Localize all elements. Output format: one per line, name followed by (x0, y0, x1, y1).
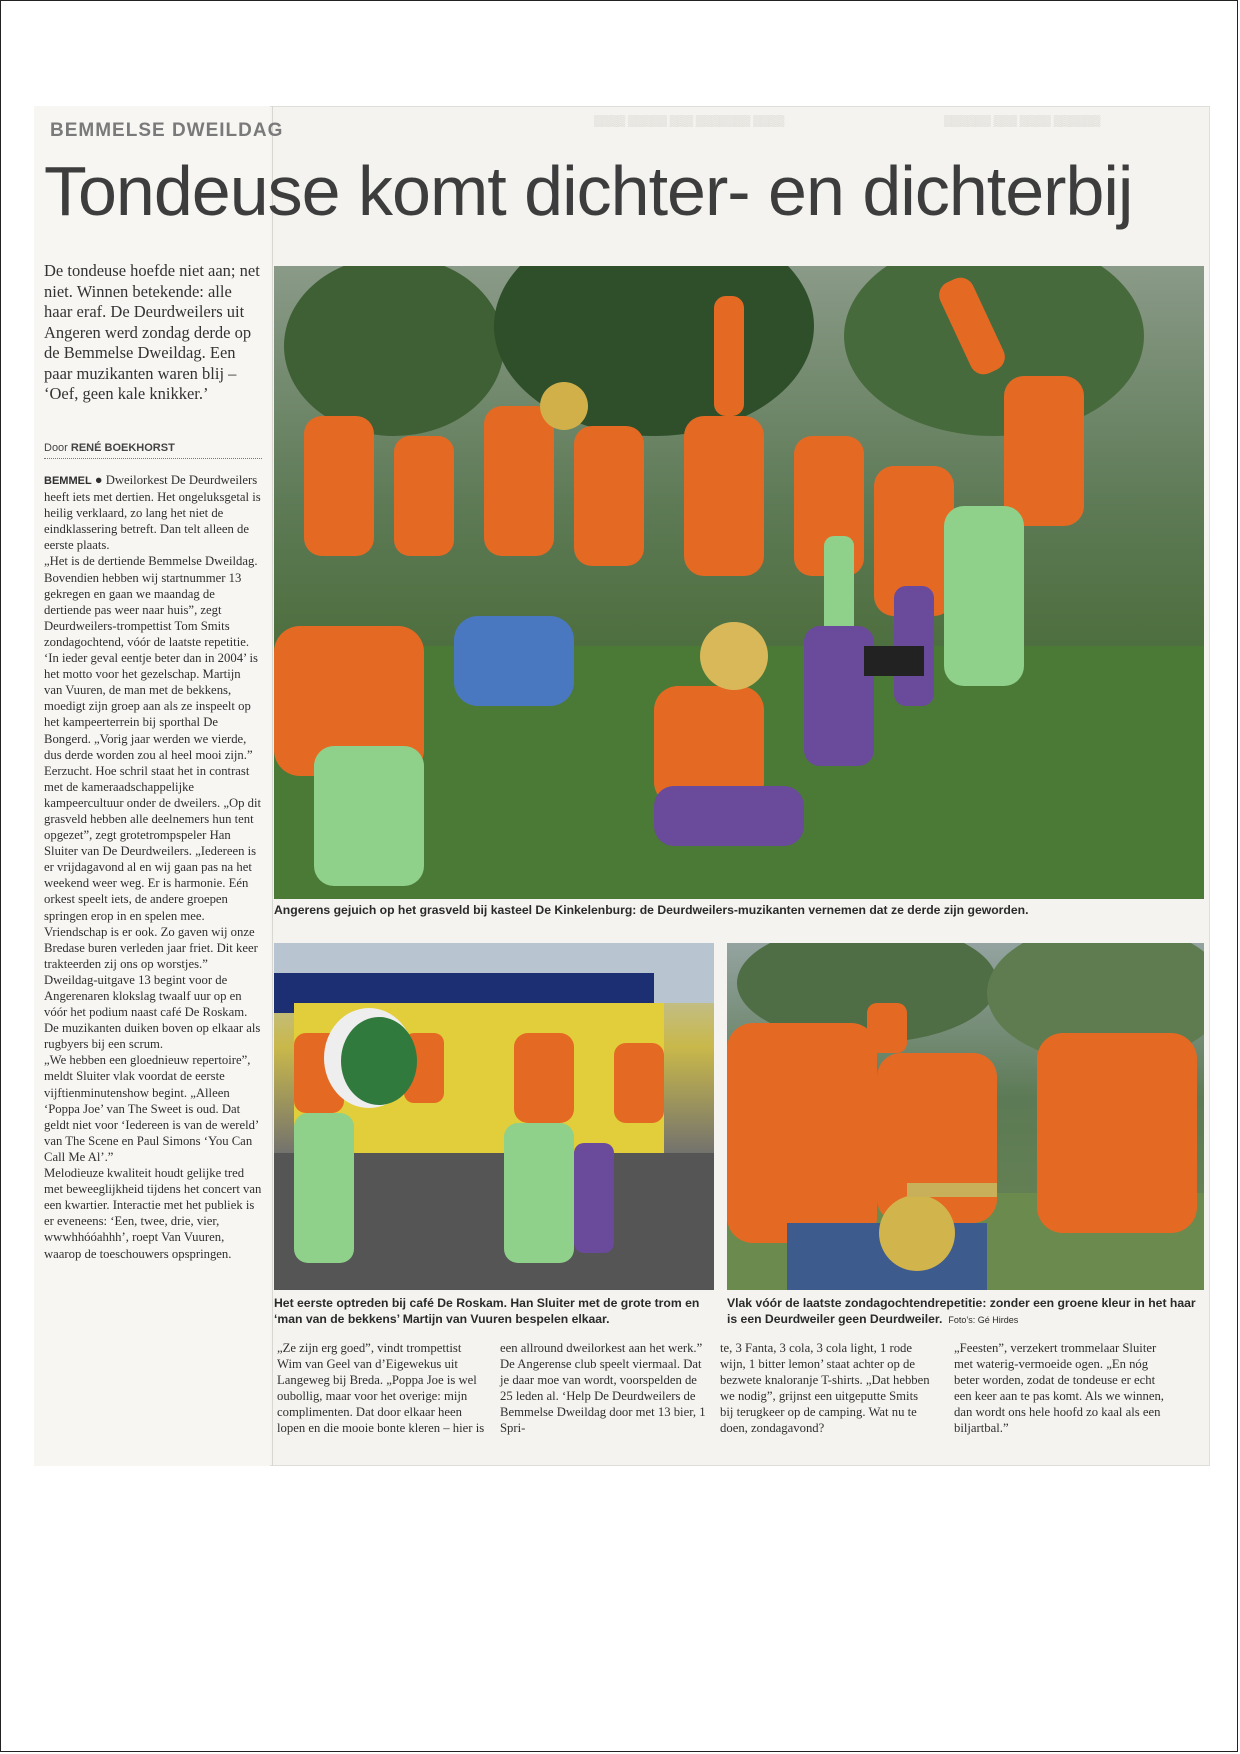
article-column-2: „Ze zijn erg goed”, vindt trompettist Wim van Geel van d’Eigewekus uit Langeweg bij Breda. „Poppa Joe is wel oubollig, maar voor het overige: mijn complimenten. Dat door elkaar heen lopen en die mooie bonte kleren – hier is (277, 1341, 485, 1436)
camping-photo (727, 943, 1204, 1290)
paragraph: Melodieuze kwaliteit houdt gelijke tred met beweeglijkheid tijdens het concert van een kwartier. Interactie met het publiek is er eveneens: ‘Een, twee, drie, vier, wwwhhóóahhh’, roept Van Vuuren, waarop de toeschouwers opspringen. (44, 1166, 262, 1261)
paragraph: BEMMEL ● Dweilorkest De Deurdweilers heeft iets met dertien. Het ongeluksgetal is heilig verklaard, zo lang het niet de eindklassering betreft. Dan telt alleen de eerste plaats. (44, 473, 261, 553)
paragraph: „We hebben een gloednieuw repertoire”, meldt Sluiter vlak voordat de eerste vijftienminutenshow begint. „Alleen ‘Poppa Joe’ van The Sweet is oud. Dat geldt niet voor ‘Iedereen is van de wereld’ van The Scene en Paul Simons ‘You Can Call Me Al’.” (44, 1053, 259, 1164)
dateline: BEMMEL (44, 475, 92, 487)
bleed-through-text: ▒▒▒▒ ▒▒▒▒▒ ▒▒▒ ▒▒▒▒▒▒▒ ▒▒▒▒ (594, 115, 785, 127)
paragraph: ‘In ieder geval eentje beter dan in 2004’ is het motto voor het gezelschap. Martijn van Vuuren, de man met de bekkens, moedigt zijn groep aan als ze inspeelt op het kampeerterrein bij sporthal De Bongerd. „Vorig jaar werden we vierde, dus derde worden zou al heel mooi zijn.” (44, 651, 258, 762)
byline-prefix: Door (44, 442, 68, 454)
article-column-5: „Feesten”, verzekert trommelaar Sluiter met waterig-vermoeide ogen. „En nóg beter worden, zodat de tondeuse er echt een keer aan te pas komt. Als we winnen, dan wordt ons hele hoofd zo kaal als een biljartbal.” (954, 1341, 1164, 1436)
paragraph: Dweildag-uitgave 13 begint voor de Angerenaren klokslag twaalf uur op en vóór het podium naast café De Roskam. De muzikanten duiken boven op elkaar als rugbyers bij een scrum. (44, 972, 261, 1052)
main-photo (274, 266, 1204, 899)
paragraph: „Het is de dertiende Bemmelse Dweildag. Bovendien hebben wij startnummer 13 gekregen en gaan we maandag de dertiende pas weer naar huis”, zegt Deurdweilers-trompettist Tom Smits zondagochtend, vóór de laatste repetitie. (44, 554, 258, 649)
page-title: Tondeuse komt dichter- en dichterbij (44, 152, 1133, 230)
section-label: BEMMELSE DWEILDAG (50, 120, 284, 141)
photo-credit: Foto’s: Gé Hirdes (948, 1314, 1019, 1325)
article-column-3: een allround dweilorkest aan het werk.” De Angerense club speelt viermaal. Dat je daar moe van wordt, voorspelden de 25 leden al. ‘Help De Deurdweilers de Bemmelse Dweildag door met 13 bier, 1 Spri- (500, 1341, 706, 1436)
fold-line (272, 106, 273, 1466)
newspaper-clipping (34, 106, 1210, 1466)
article-column-1 (44, 472, 262, 1262)
stage-photo-caption: Het eerste optreden bij café De Roskam. Han Sluiter met de grote trom en ‘man van de bekkens’ Martijn van Vuuren bespelen elkaar. (274, 1296, 700, 1326)
camping-photo-caption: Vlak vóór de laatste zondagochtendrepetitie: zonder een groene kleur in het haar is een Deurdweiler geen Deurdweiler. Foto’s: Gé Hirdes (727, 1296, 1196, 1326)
stage-photo (274, 943, 714, 1290)
bleed-through-text: ▒▒▒▒▒▒ ▒▒▒ ▒▒▒▒ ▒▒▒▒▒▒ (944, 115, 1101, 127)
lead-paragraph: De tondeuse hoefde niet aan; net niet. Winnen betekende: alle haar eraf. De Deurdweilers uit Angeren werd zondag derde op de Bemmelse Dweildag. Een paar muzikanten waren blij – ‘Oef, geen kale knikker.’ (44, 261, 260, 403)
paragraph: Eerzucht. Hoe schril staat het in contrast met de kameraadschappelijke kampeercultuur onder de dweilers. „Op dit grasveld hebben alle deelnemers hun tent opgezet”, zegt grotetrompspeler Han Sluiter van De Deurdweilers. „Iedereen is er vrijdagavond al en wij gaan pas na het weekend weer weg. Er is harmonie. Eén orkest speelt iets, de andere groepen springen erop in en spelen mee. Vriendschap is er ook. Zo gaven wij onze Bredase buren verleden jaar friet. Dit keer trakteerden zij ons op worstjes.” (44, 763, 262, 971)
main-photo-caption: Angerens gejuich op het grasveld bij kasteel De Kinkelenburg: de Deurdweilers-muzikanten vernemen dat ze derde zijn geworden. (274, 903, 1029, 917)
article-column-4: te, 3 Fanta, 3 cola, 3 cola light, 1 rode wijn, 1 bitter lemon’ staat achter op de bezwete knaloranje T-shirts. „Dat hebben we nodig”, grijnst een uitgeputte Smits bij terugkeer op de camping. Wat nu te doen, zondagavond? (720, 1341, 930, 1436)
byline-author: RENÉ BOEKHORST (70, 442, 175, 454)
byline (44, 442, 262, 459)
